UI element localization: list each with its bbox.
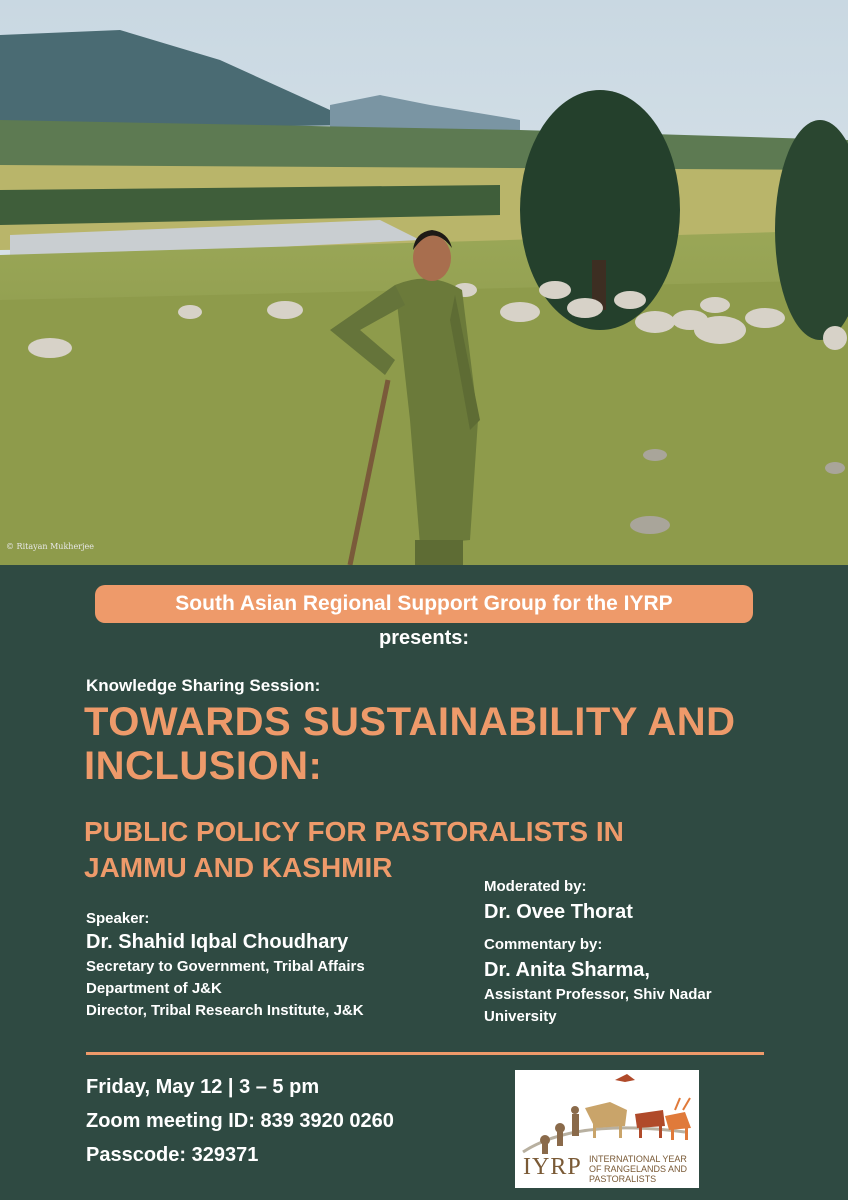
zoom-passcode: Passcode: 329371 (86, 1144, 259, 1166)
hero-photo (0, 0, 848, 565)
zoom-meeting-id[interactable]: Zoom meeting ID: 839 3920 0260 (86, 1110, 394, 1132)
iyrp-logo (515, 1070, 699, 1188)
section-divider (86, 1052, 764, 1055)
speaker-title-line-1: Secretary to Government, Tribal Affairs (86, 958, 365, 975)
session-title: TOWARDS SUSTAINABILITY AND INCLUSION: (84, 700, 736, 788)
speaker-block (86, 910, 466, 1022)
iyrp-logo-text: INTERNATIONAL YEAR OF RANGELANDS AND PASTORALISTS (589, 1154, 688, 1184)
speaker-name: Dr. Shahid Iqbal Choudhary (86, 931, 349, 953)
speaker-title-line-3: Director, Tribal Research Institute, J&K (86, 1002, 364, 1019)
moderator-name: Dr. Ovee Thorat (484, 901, 633, 923)
speaker-label: Speaker: (86, 910, 150, 927)
commentator-title-line-1: Assistant Professor, Shiv Nadar (484, 986, 712, 1003)
photo-credit: © Ritayan Mukherjee (6, 542, 94, 551)
organizer-banner: South Asian Regional Support Group for the IYRP (95, 585, 753, 623)
moderator-label: Moderated by: (484, 878, 587, 895)
presents-text: presents: (378, 627, 470, 649)
shepherd-landscape-image (0, 0, 848, 565)
event-datetime: Friday, May 12 | 3 – 5 pm (86, 1076, 320, 1098)
commentary-label: Commentary by: (484, 936, 603, 953)
session-subtitle: PUBLIC POLICY FOR PASTORALISTS IN JAMMU AND KASHMIR (84, 816, 624, 883)
session-label: Knowledge Sharing Session: (86, 676, 321, 695)
iyrp-logo-acronym: IYRP (523, 1154, 582, 1180)
event-info (86, 1070, 394, 1172)
speaker-title-line-2: Department of J&K (86, 980, 222, 997)
commentator-title-line-2: University (484, 1008, 557, 1025)
commentator-name: Dr. Anita Sharma, (484, 959, 650, 981)
moderator-commentary-block (484, 878, 804, 1028)
